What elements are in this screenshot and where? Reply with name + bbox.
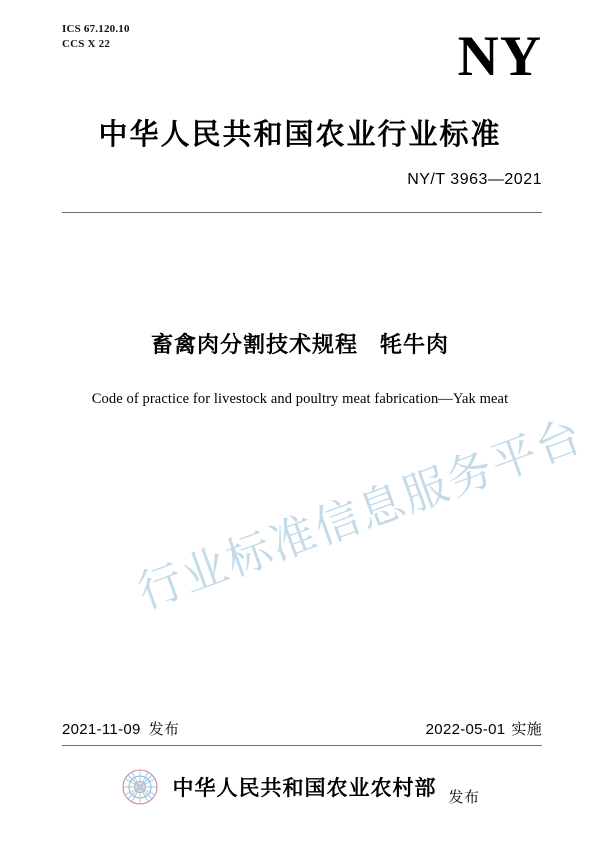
watermark-text: 行业标准信息服务平台 [130,408,591,620]
standard-number: NY/T 3963—2021 [407,171,542,188]
ccs-code: CCS X 22 [62,38,111,50]
issuer-row [0,765,600,809]
ics-code: ICS 67.120.10 [62,23,130,35]
page-title [0,328,600,359]
issue-date-value: 2021-11-09 [62,721,141,738]
footer-divider [62,745,542,746]
ny-logo: NY [457,25,542,88]
implementation-date-label: 实施 [511,721,542,738]
document-title-main: 畜禽肉分割技术规程 [150,333,358,358]
ics-classification-block [62,22,130,52]
watermark [48,408,591,710]
document-title-english: Code of practice for livestock and poultry meat fabrication—Yak meat [91,391,509,407]
implementation-date-value: 2022-05-01 [425,721,506,738]
issue-date-label: 发布 [148,721,180,738]
national-emblem-icon [120,767,160,807]
header-divider [62,212,542,213]
document-title-sub: 牦牛肉 [380,333,450,358]
implementation-date [426,718,542,739]
issuer-publish-label: 发布 [448,788,480,806]
standard-series-title: 中华人民共和国农业行业标准 [98,117,502,151]
issue-date [62,718,179,739]
issuer-name: 中华人民共和国农业农村部 [172,776,437,800]
